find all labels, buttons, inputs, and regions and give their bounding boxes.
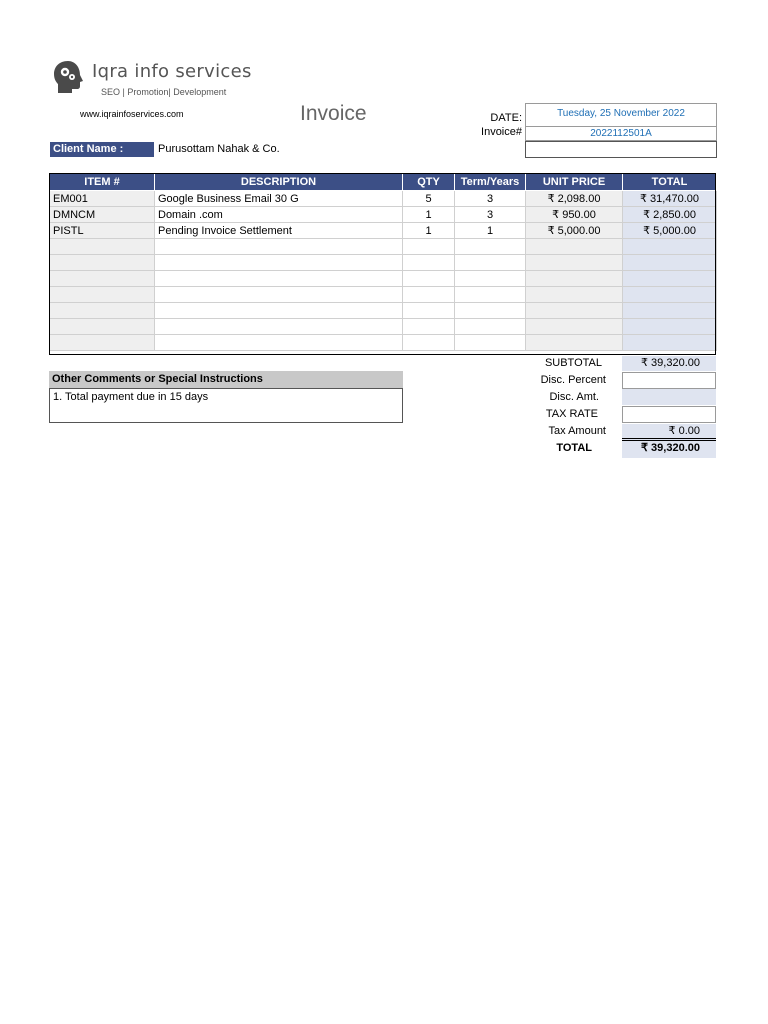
unit-price-cell bbox=[526, 335, 623, 351]
column-header-item: ITEM # bbox=[50, 174, 155, 191]
total-cell bbox=[623, 335, 717, 351]
disc-amt-label: Disc. Amt. bbox=[549, 391, 599, 403]
term-cell: 1 bbox=[455, 223, 526, 239]
qty-cell bbox=[403, 255, 455, 271]
disc-percent-field[interactable] bbox=[622, 372, 716, 389]
table-row bbox=[50, 223, 717, 239]
item-cell bbox=[50, 271, 155, 287]
table-row bbox=[50, 191, 717, 207]
company-website: www.iqrainfoservices.com bbox=[80, 109, 184, 119]
unit-price-cell bbox=[526, 303, 623, 319]
unit-price-cell bbox=[526, 271, 623, 287]
description-cell bbox=[155, 271, 403, 287]
column-header-unit-price: UNIT PRICE bbox=[526, 174, 623, 191]
item-cell bbox=[50, 335, 155, 351]
table-row bbox=[50, 287, 717, 303]
tax-rate-field[interactable] bbox=[622, 406, 716, 423]
column-header-qty: QTY bbox=[403, 174, 455, 191]
total-cell: ₹ 5,000.00 bbox=[623, 223, 717, 239]
subtotal-value: ₹ 39,320.00 bbox=[622, 356, 716, 371]
subtotal-label: SUBTOTAL bbox=[544, 357, 602, 369]
description-cell: Google Business Email 30 G bbox=[155, 191, 403, 207]
term-cell bbox=[455, 303, 526, 319]
date-value: Tuesday, 25 November 2022 bbox=[525, 103, 717, 127]
unit-price-cell: ₹ 950.00 bbox=[526, 207, 623, 223]
qty-cell bbox=[403, 303, 455, 319]
description-cell: Pending Invoice Settlement bbox=[155, 223, 403, 239]
invoice-number-value: 2022112501A bbox=[525, 126, 717, 141]
tax-amount-value: ₹ 0.00 bbox=[622, 424, 716, 441]
total-cell bbox=[623, 239, 717, 255]
qty-cell: 1 bbox=[403, 207, 455, 223]
column-header-total: TOTAL bbox=[623, 174, 717, 191]
unit-price-cell bbox=[526, 319, 623, 335]
items-table bbox=[49, 173, 717, 351]
company-tagline: SEO | Promotion| Development bbox=[101, 87, 227, 97]
qty-cell bbox=[403, 335, 455, 351]
document-title: Invoice bbox=[300, 102, 367, 125]
item-cell: DMNCM bbox=[50, 207, 155, 223]
term-cell: 3 bbox=[455, 207, 526, 223]
date-label: DATE: bbox=[490, 112, 522, 124]
item-cell: PISTL bbox=[50, 223, 155, 239]
total-cell bbox=[623, 303, 717, 319]
term-cell bbox=[455, 319, 526, 335]
table-row bbox=[50, 319, 717, 335]
disc-amt-value bbox=[622, 389, 716, 405]
description-cell bbox=[155, 239, 403, 255]
total-cell: ₹ 31,470.00 bbox=[623, 191, 717, 207]
qty-cell bbox=[403, 319, 455, 335]
column-header-term: Term/Years bbox=[455, 174, 526, 191]
term-cell: 3 bbox=[455, 191, 526, 207]
table-row bbox=[50, 207, 717, 223]
item-cell bbox=[50, 287, 155, 303]
unit-price-cell: ₹ 5,000.00 bbox=[526, 223, 623, 239]
term-cell bbox=[455, 239, 526, 255]
term-cell bbox=[455, 287, 526, 303]
unit-price-cell: ₹ 2,098.00 bbox=[526, 191, 623, 207]
column-header-description: DESCRIPTION bbox=[155, 174, 403, 191]
tax-amount-label: Tax Amount bbox=[548, 425, 606, 437]
table-row bbox=[50, 303, 717, 319]
unit-price-cell bbox=[526, 287, 623, 303]
total-cell bbox=[623, 255, 717, 271]
comments-header: Other Comments or Special Instructions bbox=[49, 371, 403, 388]
table-row bbox=[50, 335, 717, 351]
item-cell: EM001 bbox=[50, 191, 155, 207]
head-gears-icon bbox=[52, 59, 86, 95]
term-cell bbox=[455, 255, 526, 271]
table-row bbox=[50, 271, 717, 287]
term-cell bbox=[455, 335, 526, 351]
total-cell bbox=[623, 271, 717, 287]
unit-price-cell bbox=[526, 255, 623, 271]
item-cell bbox=[50, 255, 155, 271]
unit-price-cell bbox=[526, 239, 623, 255]
comments-text[interactable]: 1. Total payment due in 15 days bbox=[49, 388, 403, 423]
description-cell: Domain .com bbox=[155, 207, 403, 223]
grand-total-value: ₹ 39,320.00 bbox=[622, 441, 716, 458]
description-cell bbox=[155, 303, 403, 319]
total-cell: ₹ 2,850.00 bbox=[623, 207, 717, 223]
table-row bbox=[50, 239, 717, 255]
grand-total-label: TOTAL bbox=[556, 442, 592, 454]
disc-percent-label: Disc. Percent bbox=[540, 374, 606, 386]
item-cell bbox=[50, 239, 155, 255]
total-cell bbox=[623, 287, 717, 303]
item-cell bbox=[50, 319, 155, 335]
description-cell bbox=[155, 335, 403, 351]
qty-cell bbox=[403, 239, 455, 255]
invoice-extra-field bbox=[525, 141, 717, 158]
qty-cell: 1 bbox=[403, 223, 455, 239]
table-row bbox=[50, 255, 717, 271]
term-cell bbox=[455, 271, 526, 287]
company-name: Iqra info services bbox=[92, 61, 252, 82]
client-name-label: Client Name : bbox=[50, 142, 154, 157]
description-cell bbox=[155, 287, 403, 303]
qty-cell bbox=[403, 271, 455, 287]
table-header-row bbox=[50, 174, 717, 191]
invoice-number-label: Invoice# bbox=[481, 126, 522, 138]
tax-rate-label: TAX RATE bbox=[545, 408, 598, 420]
client-name-value: Purusottam Nahak & Co. bbox=[158, 143, 280, 155]
description-cell bbox=[155, 319, 403, 335]
item-cell bbox=[50, 303, 155, 319]
qty-cell bbox=[403, 287, 455, 303]
description-cell bbox=[155, 255, 403, 271]
qty-cell: 5 bbox=[403, 191, 455, 207]
total-cell bbox=[623, 319, 717, 335]
